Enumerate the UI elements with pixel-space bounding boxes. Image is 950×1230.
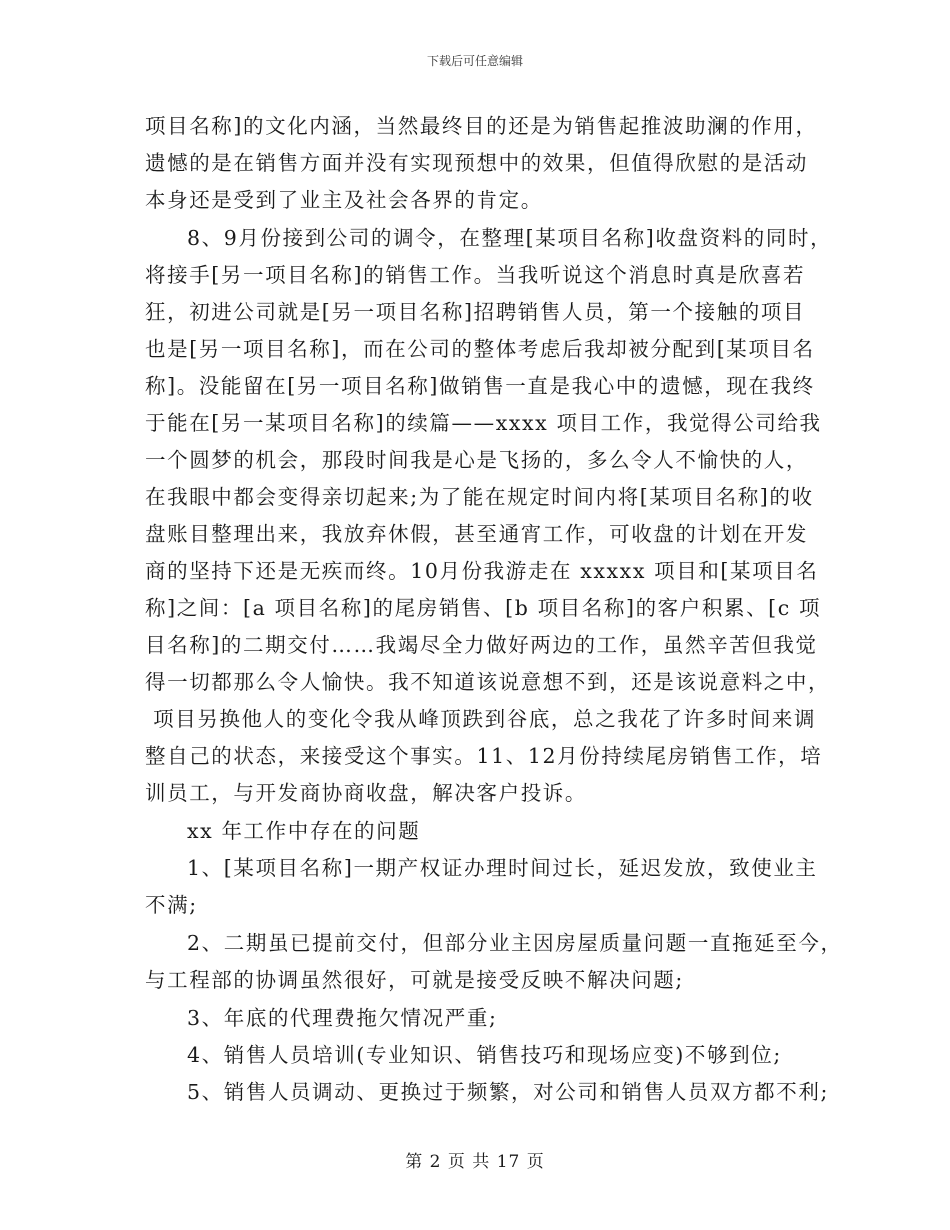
page-header: 下载后可任意编辑: [426, 54, 523, 68]
list-item: 3、年底的代理费拖欠情况严重;: [187, 1006, 498, 1030]
body-line: 项目名称]的文化内涵，当然最终目的还是为销售起推波助澜的作用，: [145, 114, 818, 138]
body-line: 遗憾的是在销售方面并没有实现预想中的效果，但值得欣慰的是活动: [145, 151, 808, 175]
body-line: 项目另换他人的变化令我从峰顶跌到谷底，总之我花了许多时间来调: [145, 707, 817, 731]
page-number-footer: 第 2 页 共 17 页: [405, 1152, 545, 1172]
body-line: 整自己的状态，来接受这个事实。11、12月份持续尾房销售工作，培: [145, 744, 823, 768]
list-item: 2、二期虽已提前交付，但部分业主因房屋质量问题一直拖延至今，: [187, 931, 843, 955]
list-item-continuation: 与工程部的协调虽然很好，可就是接受反映不解决问题;: [145, 968, 684, 992]
body-line: 目名称]的二期交付……我竭尽全力做好两边的工作，虽然辛苦但我觉: [145, 633, 818, 657]
body-line: 也是[另一项目名称]，而在公司的整体考虑后我却被分配到[某项目名: [145, 337, 815, 361]
body-line: 称]。没能留在[另一项目名称]做销售一直是我心中的遗憾，现在我终: [145, 374, 815, 398]
body-line: 在我眼中都会变得亲切起来;为了能在规定时间内将[某项目名称]的收: [145, 485, 814, 509]
body-line: 本身还是受到了业主及社会各界的肯定。: [145, 188, 543, 212]
list-item: 5、销售人员调动、更换过于频繁，对公司和销售人员双方都不利;: [187, 1080, 829, 1104]
body-line: 称]之间：[a 项目名称]的尾房销售、[b 项目名称]的客户积累、[c 项: [145, 596, 822, 620]
body-line: 将接手[另一项目名称]的销售工作。当我听说这个消息时真是欣喜若: [145, 263, 806, 287]
section-heading: xx 年工作中存在的问题: [187, 819, 421, 843]
body-line: 狂，初进公司就是[另一项目名称]招聘销售人员，第一个接触的项目: [145, 300, 806, 324]
body-line: 于能在[另一某项目名称]的续篇——xxxx 项目工作，我觉得公司给我: [145, 411, 822, 435]
list-item: 4、销售人员培训(专业知识、销售技巧和现场应变)不够到位;: [187, 1043, 782, 1067]
list-item-continuation: 不满;: [145, 893, 198, 917]
body-line: 8、9月份接到公司的调令，在整理[某项目名称]收盘资料的同时，: [187, 226, 833, 250]
body-line: 训员工，与开发商协商收盘，解决客户投诉。: [145, 781, 587, 805]
body-line: 一个圆梦的机会，那段时间我是心是飞扬的，多么令人不愉快的人，: [145, 448, 808, 472]
list-item: 1、[某项目名称]一期产权证办理时间过长，延迟发放，致使业主: [187, 856, 818, 880]
body-line: 得一切都那么令人愉快。我不知道该说意想不到，还是该说意料之中，: [145, 670, 831, 694]
body-line: 商的坚持下还是无疾而终。10月份我游走在 xxxxx 项目和[某项目名: [145, 559, 819, 583]
body-line: 盘账目整理出来，我放弃休假，甚至通宵工作，可收盘的计划在开发: [145, 522, 808, 546]
